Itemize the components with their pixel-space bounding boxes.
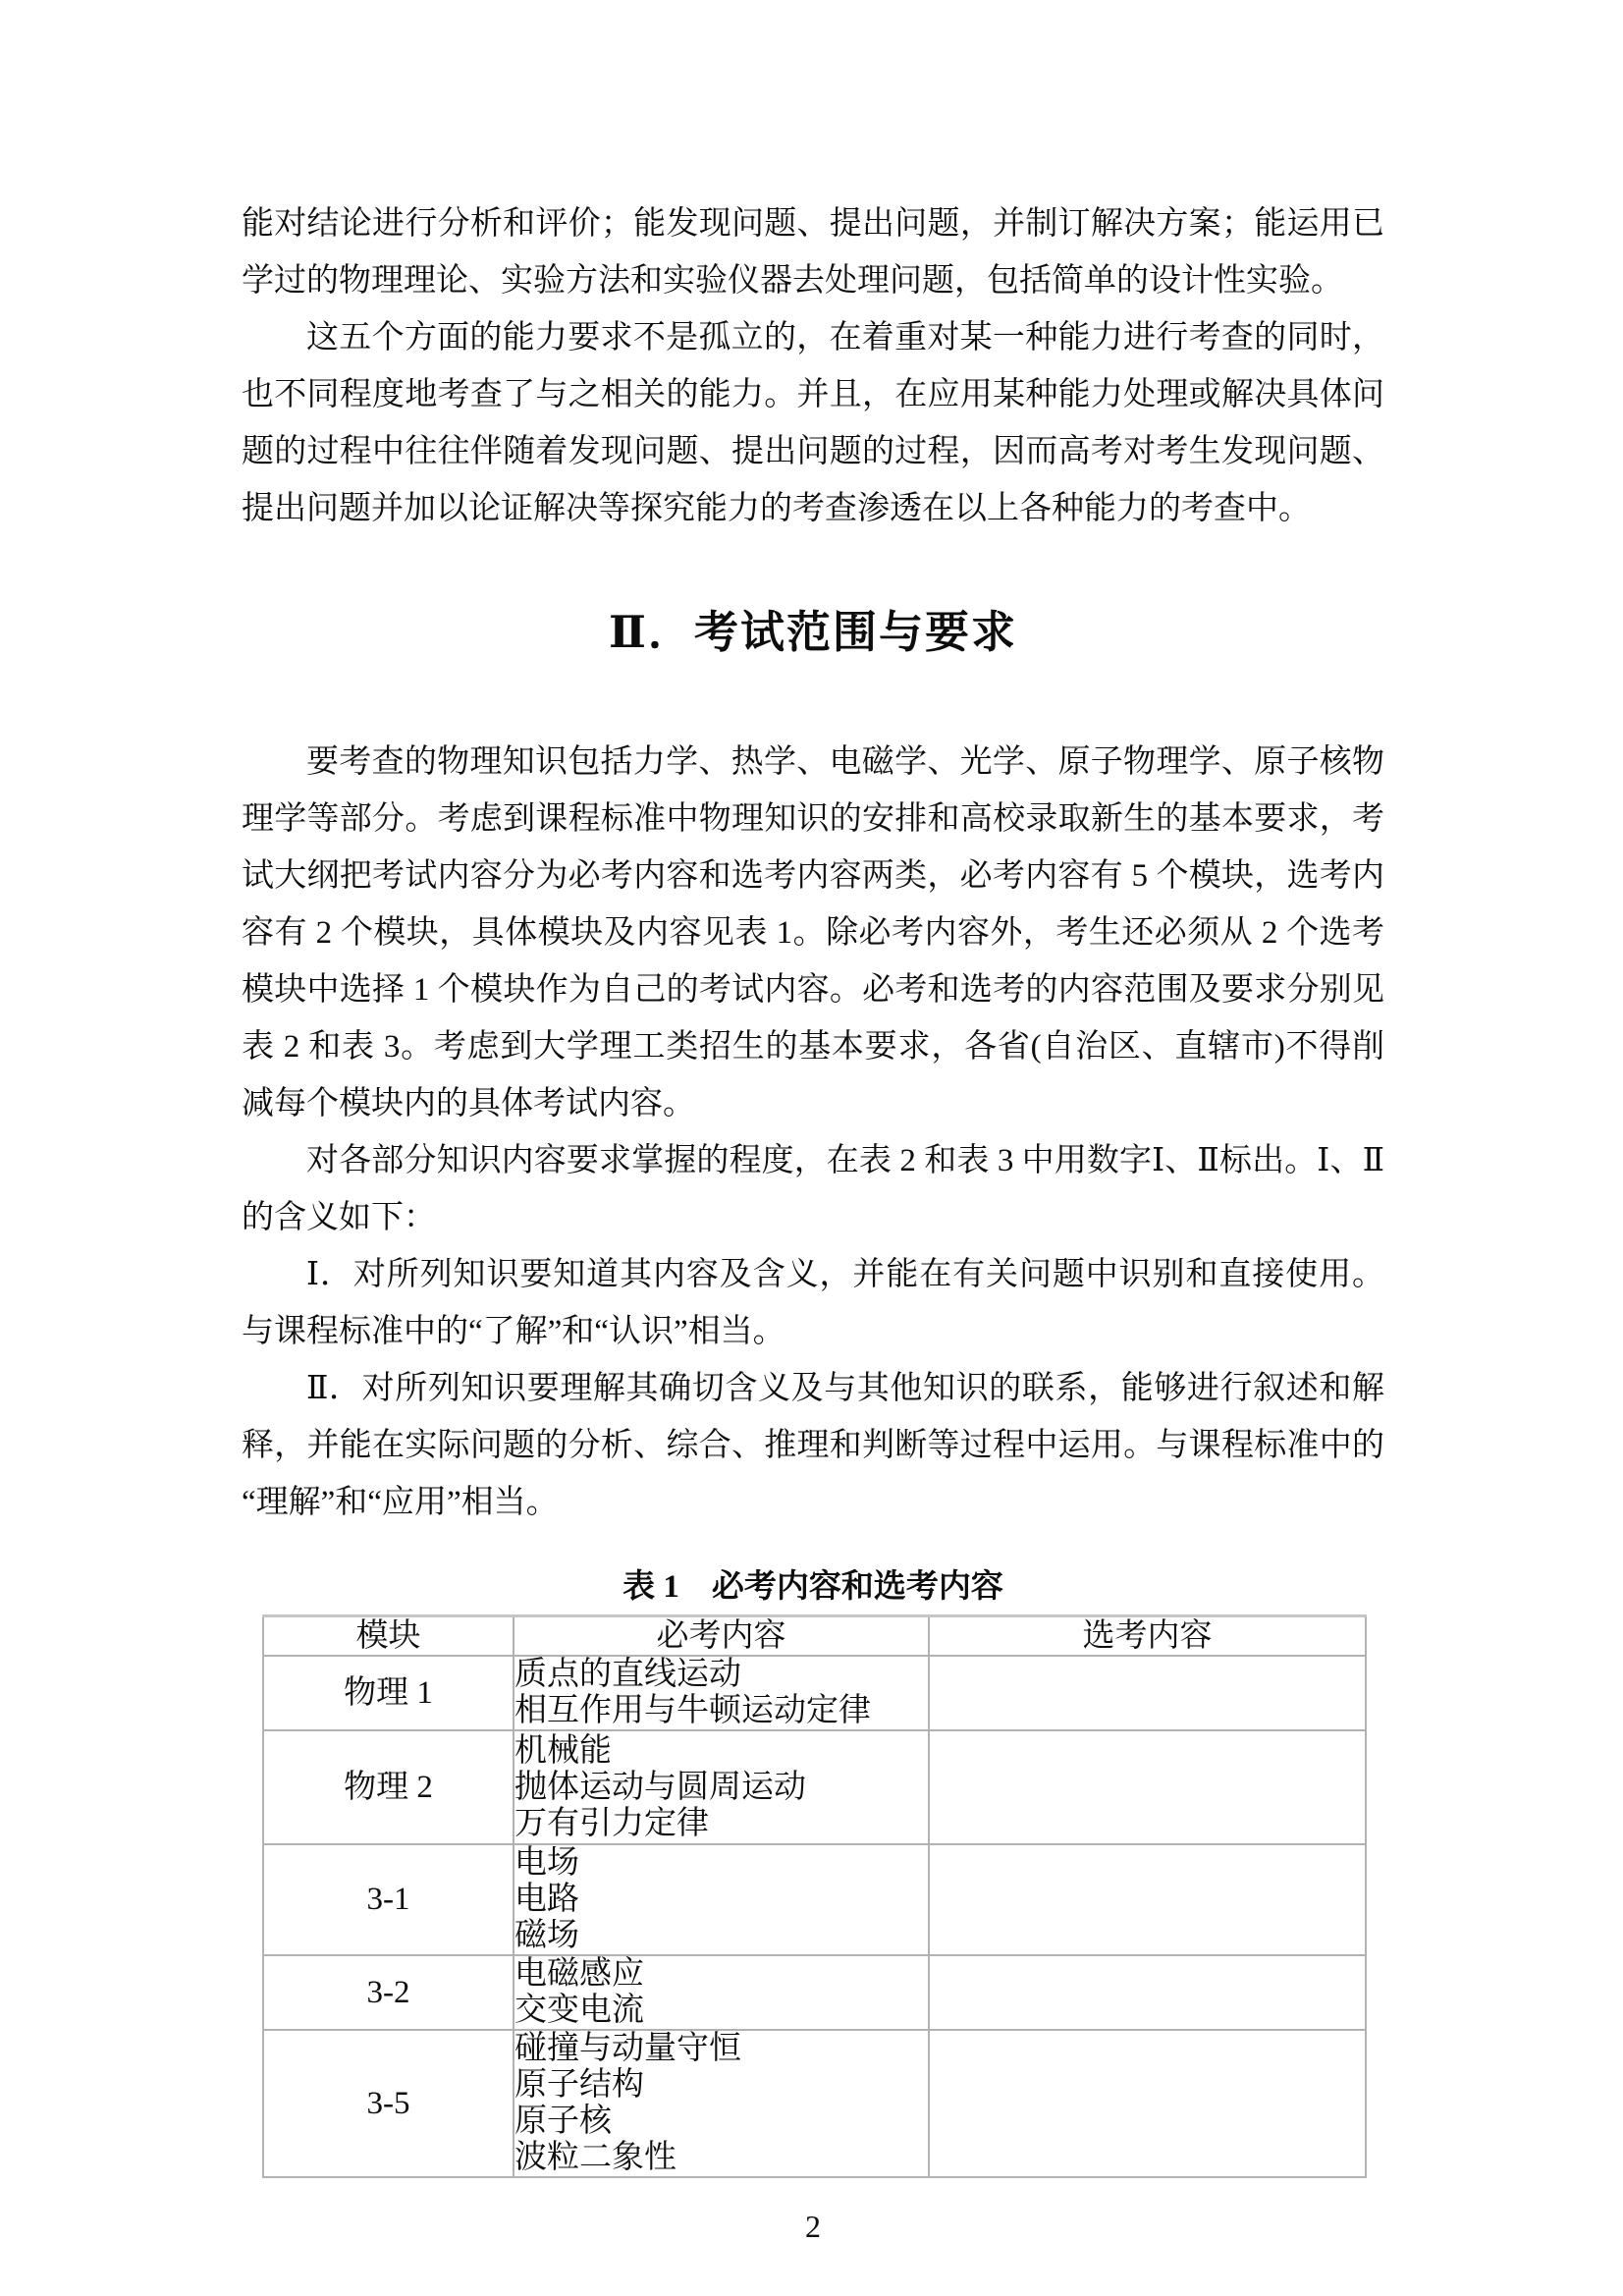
required-content-line: 相互作用与牛顿运动定律 <box>514 1693 871 1728</box>
required-content-cell <box>514 1730 929 1844</box>
paragraph: 要考查的物理知识包括力学、热学、电磁学、光学、原子物理学、原子核物理学等部分。考虑到课程标准中物理知识的安排和高校录取新生的基本要求，考试大纲把考试内容分为必考内容和选考内容两类，必考内容有 5 个模块，选考内容有 2 个模块，具体模块及内容见表 1。除必考内容外，考生还必须从 2 个选考模块中选择 1 个模块作为自己的考试内容。必考和选考的内容范围及要求分别见表 2 和表 3。考虑到大学理工类招生的基本要求，各省(自治区、直辖市)不得削减每个模块内的具体考试内容。 <box>242 744 1384 1121</box>
elective-content-cell <box>929 1844 1366 1955</box>
required-content-cell <box>514 2030 929 2177</box>
required-content-cell <box>514 1955 929 2030</box>
required-content-line: 磁场 <box>514 1918 579 1953</box>
module-cell: 物理 1 <box>263 1656 514 1730</box>
column-header-module: 模块 <box>263 1616 514 1657</box>
table-row <box>263 1844 1366 1955</box>
required-content-line: 电磁感应 <box>514 1956 644 1992</box>
table-row <box>263 1730 1366 1844</box>
required-content-line: 交变电流 <box>514 1993 644 2028</box>
table-header-row <box>263 1616 1366 1657</box>
module-cell: 物理 2 <box>263 1730 514 1844</box>
required-content-line: 质点的直线运动 <box>514 1657 741 1692</box>
required-content-line: 抛体运动与圆周运动 <box>514 1769 806 1805</box>
elective-content-cell <box>929 2030 1366 2177</box>
required-content-cell <box>514 1844 929 1955</box>
table-row <box>263 2030 1366 2177</box>
table-row <box>263 1955 1366 2030</box>
paragraph: 对各部分知识内容要求掌握的程度，在表 2 和表 3 中用数字Ⅰ、Ⅱ标出。Ⅰ、Ⅱ的含义如下： <box>242 1143 1384 1235</box>
required-content-line: 波粒二象性 <box>514 2140 676 2175</box>
elective-content-cell <box>929 1955 1366 2030</box>
column-header-elective: 选考内容 <box>929 1616 1366 1657</box>
required-content-line: 万有引力定律 <box>514 1805 709 1841</box>
table-body <box>263 1656 1366 2177</box>
section-heading: Ⅱ．考试范围与要求 <box>609 608 1017 657</box>
module-cell: 3-5 <box>263 2030 514 2177</box>
column-header-required: 必考内容 <box>514 1616 929 1657</box>
page-number: 2 <box>805 2209 821 2244</box>
required-content-cell <box>514 1656 929 1730</box>
required-content-line: 原子核 <box>514 2104 612 2139</box>
module-cell: 3-1 <box>263 1844 514 1955</box>
required-content-line: 原子结构 <box>514 2067 644 2103</box>
required-content-line: 机械能 <box>514 1732 612 1769</box>
paragraph: 这五个方面的能力要求不是孤立的，在着重对某一种能力进行考查的同时，也不同程度地考查了与之相关的能力。并且，在应用某种能力处理或解决具体问题的过程中往往伴随着发现问题、提出问题的过程，因而高考对考生发现问题、提出问题并加以论证解决等探究能力的考查渗透在以上各种能力的考查中。 <box>242 320 1384 526</box>
required-content-line: 电路 <box>514 1882 579 1917</box>
intro-paragraphs <box>242 195 1384 537</box>
elective-content-cell <box>929 1730 1366 1844</box>
required-content-line: 电场 <box>514 1845 579 1881</box>
table-caption: 表 1 必考内容和选考内容 <box>622 1569 1003 1605</box>
content-table <box>262 1614 1367 2178</box>
paragraph: Ⅱ．对所列知识要理解其确切含义及与其他知识的联系，能够进行叙述和解释，并能在实际问题的分析、综合、推理和判断等过程中运用。与课程标准中的“理解”和“应用”相当。 <box>242 1371 1384 1520</box>
elective-content-cell <box>929 1656 1366 1730</box>
body-paragraphs <box>242 734 1384 1531</box>
module-cell: 3-2 <box>263 1955 514 2030</box>
required-content-line: 碰撞与动量守恒 <box>514 2031 741 2066</box>
paragraph: Ⅰ．对所列知识要知道其内容及含义，并能在有关问题中识别和直接使用。与课程标准中的“了解”和“认识”相当。 <box>242 1257 1384 1349</box>
table-row <box>263 1656 1366 1730</box>
paragraph: 能对结论进行分析和评价；能发现问题、提出问题，并制订解决方案；能运用已学过的物理理论、实验方法和实验仪器去处理问题，包括简单的设计性实验。 <box>242 206 1384 299</box>
page-content <box>242 195 1384 2245</box>
